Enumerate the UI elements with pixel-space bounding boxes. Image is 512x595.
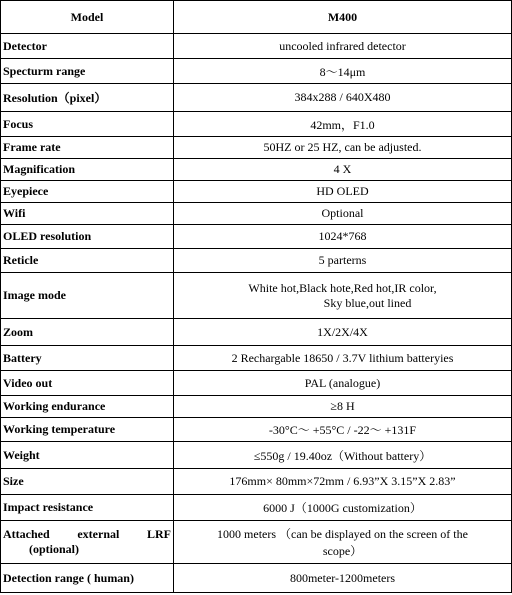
table-row bbox=[1, 203, 512, 225]
table-row bbox=[1, 273, 512, 319]
spec-value: 4 X bbox=[174, 159, 512, 181]
table-row bbox=[1, 418, 512, 442]
spec-value: uncooled infrared detector bbox=[174, 34, 512, 59]
table-row bbox=[1, 225, 512, 249]
spec-key: Zoom bbox=[1, 319, 174, 346]
table-row bbox=[1, 181, 512, 203]
table-row bbox=[1, 112, 512, 137]
spec-value: 5 parterns bbox=[174, 249, 512, 273]
spec-key: Detection range ( human) bbox=[1, 564, 174, 593]
spec-key: Frame rate bbox=[1, 137, 174, 159]
spec-value: 176mm× 80mm×72mm / 6.93”X 3.15”X 2.83” bbox=[174, 469, 512, 495]
table-row bbox=[1, 159, 512, 181]
table-row bbox=[1, 442, 512, 469]
spec-value: -30°C～ +55°C / -22～ +131F bbox=[174, 418, 512, 442]
spec-key: Image mode bbox=[1, 273, 174, 319]
spec-key: Video out bbox=[1, 371, 174, 396]
table-row bbox=[1, 346, 512, 371]
spec-key: Focus bbox=[1, 112, 174, 137]
spec-key: Magnification bbox=[1, 159, 174, 181]
key-word: external bbox=[77, 527, 120, 541]
spec-value: Optional bbox=[174, 203, 512, 225]
spec-key: Working endurance bbox=[1, 396, 174, 418]
table-row bbox=[1, 34, 512, 59]
spec-key: OLED resolution bbox=[1, 225, 174, 249]
spec-value: 384x288 / 640X480 bbox=[174, 84, 512, 112]
spec-key: Reticle bbox=[1, 249, 174, 273]
table-row bbox=[1, 371, 512, 396]
value-line: White hot,Black hote,Red hot,IR color, bbox=[248, 280, 437, 295]
spec-key: Weight bbox=[1, 442, 174, 469]
table-row bbox=[1, 521, 512, 564]
key-word: LRF bbox=[147, 527, 171, 541]
spec-key: Battery bbox=[1, 346, 174, 371]
spec-value: 2 Rechargable 18650 / 3.7V lithium batteryies bbox=[174, 346, 512, 371]
value-line: 1000 meters （can be displayed on the screen of the bbox=[217, 527, 468, 541]
table-row bbox=[1, 469, 512, 495]
value-line: Sky blue,out lined bbox=[323, 295, 412, 310]
spec-key: Working temperature bbox=[1, 418, 174, 442]
table-row bbox=[1, 564, 512, 593]
table-row bbox=[1, 137, 512, 159]
header-model-label: Model bbox=[1, 1, 174, 34]
spec-key: Impact resistance bbox=[1, 495, 174, 521]
spec-value-multiline bbox=[174, 521, 512, 564]
spec-key-multiline bbox=[1, 521, 174, 564]
spec-value: 1024*768 bbox=[174, 225, 512, 249]
table-row bbox=[1, 84, 512, 112]
key-word: Attached bbox=[3, 527, 50, 541]
spec-value: HD OLED bbox=[174, 181, 512, 203]
key-line: (optional) bbox=[29, 542, 80, 556]
spec-value: ≥8 H bbox=[174, 396, 512, 418]
spec-key: Detector bbox=[1, 34, 174, 59]
spec-key: Size bbox=[1, 469, 174, 495]
spec-value: 42mm，F1.0 bbox=[174, 112, 512, 137]
table-row bbox=[1, 59, 512, 84]
spec-value: ≤550g / 19.40oz（Without battery） bbox=[174, 442, 512, 469]
spec-value: 6000 J（1000G customization） bbox=[174, 495, 512, 521]
spec-value: PAL (analogue) bbox=[174, 371, 512, 396]
spec-key: Eyepiece bbox=[1, 181, 174, 203]
table-row bbox=[1, 495, 512, 521]
spec-key: Wifi bbox=[1, 203, 174, 225]
spec-key: Specturm range bbox=[1, 59, 174, 84]
value-line: scope） bbox=[322, 544, 363, 558]
key-line bbox=[3, 527, 171, 542]
header-model-value: M400 bbox=[174, 1, 512, 34]
spec-value-multiline bbox=[174, 273, 512, 319]
table-row bbox=[1, 396, 512, 418]
table-row bbox=[1, 249, 512, 273]
spec-value: 800meter-1200meters bbox=[174, 564, 512, 593]
spec-value: 1X/2X/4X bbox=[174, 319, 512, 346]
spec-key: Resolution（pixel） bbox=[1, 84, 174, 112]
spec-value: 50HZ or 25 HZ, can be adjusted. bbox=[174, 137, 512, 159]
table-row bbox=[1, 319, 512, 346]
spec-value: 8～14μm bbox=[174, 59, 512, 84]
header-row bbox=[1, 1, 512, 34]
